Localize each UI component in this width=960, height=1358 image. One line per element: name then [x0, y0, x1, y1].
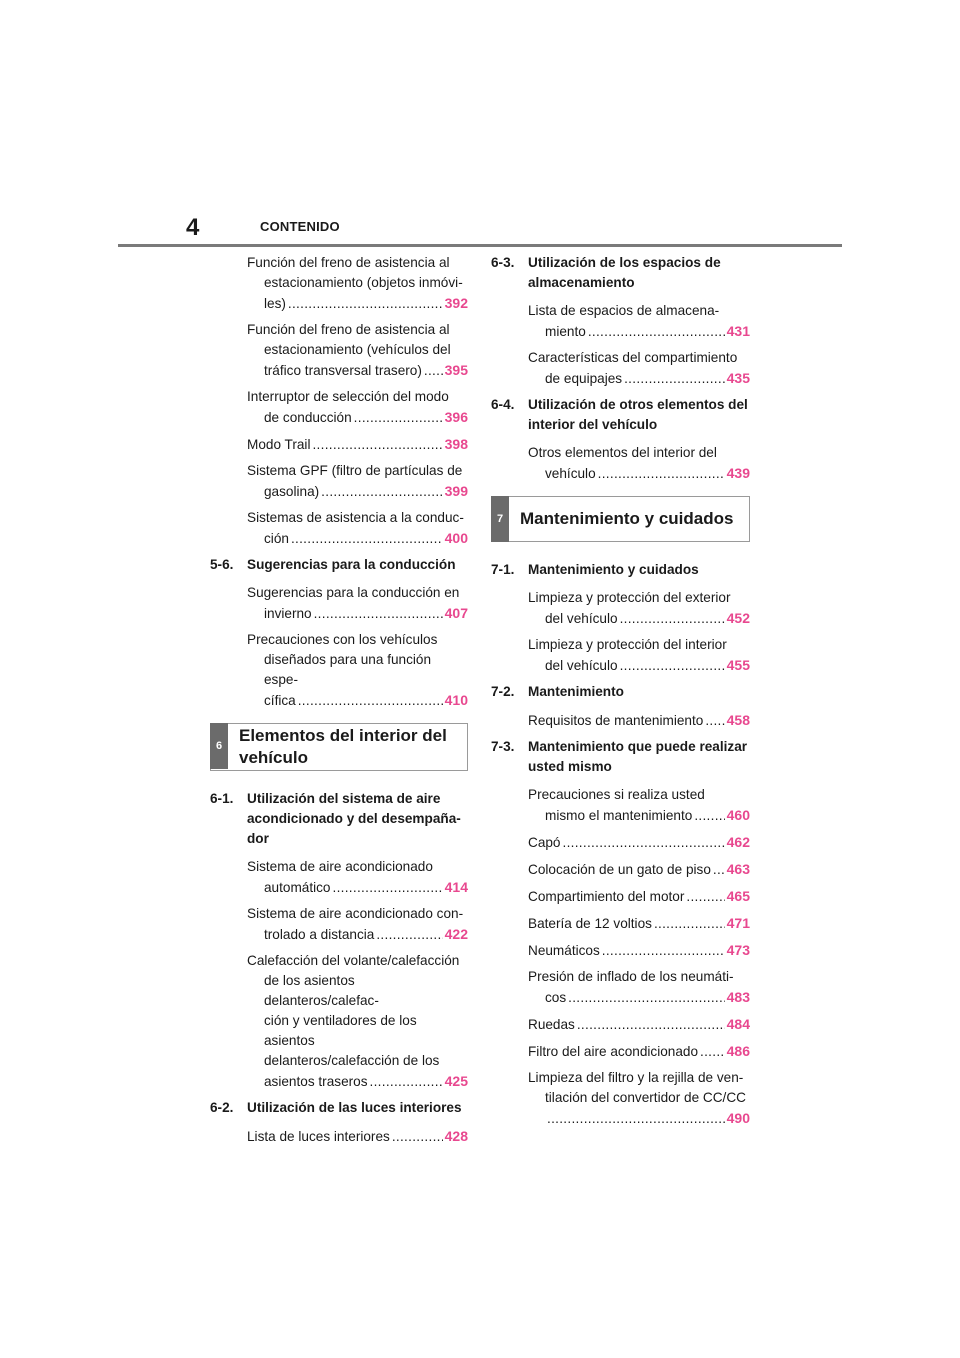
entry-last-line [528, 1041, 750, 1062]
entry-line: Función del freno de asistencia al [247, 322, 450, 337]
entry-line: de equipajes [545, 371, 623, 386]
toc-section-heading [491, 560, 750, 580]
entry-line: Capó [528, 835, 561, 850]
entry-line: estacionamiento (objetos inmóvi- [264, 275, 463, 290]
section-title-line: almacenamiento [528, 275, 635, 290]
dot-leader [620, 609, 725, 629]
entry-last-line [247, 407, 468, 428]
chapter-title-line: Mantenimiento y cuidados [520, 509, 734, 528]
dot-leader [376, 925, 442, 945]
entry-line: de conducción [264, 410, 352, 425]
page-ref-link[interactable]: 400 [444, 530, 468, 546]
chapter-title [239, 725, 447, 769]
entry-line: del vehículo [545, 658, 618, 673]
page-ref-link[interactable]: 483 [726, 989, 750, 1005]
section-title-line: Sugerencias para la conducción [247, 557, 456, 572]
entry-line: asientos traseros [264, 1074, 368, 1089]
entry-last-line [528, 321, 750, 342]
toc-entry[interactable] [491, 913, 750, 934]
section-title-line: Utilización de los espacios de [528, 255, 721, 270]
entry-line: Ruedas [528, 1017, 575, 1032]
section-title-line: Utilización de otros elementos del [528, 397, 748, 412]
toc-entry[interactable] [210, 461, 468, 502]
toc-entry[interactable] [210, 630, 468, 711]
toc-section-heading [491, 253, 750, 293]
section-title-line: Mantenimiento y cuidados [528, 562, 699, 577]
entry-last-line [528, 940, 750, 961]
entry-last-line [247, 924, 468, 945]
page-ref-link[interactable]: 490 [726, 1110, 750, 1126]
entry-last-line [528, 832, 750, 853]
entry-last-line [528, 1108, 750, 1129]
entry-last-line [247, 481, 468, 502]
toc-entry[interactable] [210, 951, 468, 1092]
page-ref-link[interactable]: 462 [726, 834, 750, 850]
section-number: 7-3. [491, 739, 515, 754]
page-ref-link[interactable]: 431 [726, 323, 750, 339]
section-number: 7-2. [491, 684, 515, 699]
entry-last-line [528, 859, 750, 880]
entry-line: Limpieza y protección del interior [528, 637, 727, 652]
section-number: 6-3. [491, 255, 515, 270]
entry-line: Filtro del aire acondicionado [528, 1044, 699, 1059]
entry-line: Lista de luces interiores [247, 1129, 390, 1144]
toc-entry[interactable] [491, 348, 750, 389]
entry-line: Limpieza del filtro y la rejilla de ven- [528, 1070, 744, 1085]
entry-line: de los asientos delanteros/calefac- [264, 973, 379, 1008]
toc-section-heading [210, 555, 468, 575]
page-ref-link[interactable]: 396 [444, 409, 468, 425]
chapter-box [210, 723, 468, 771]
page-ref-link[interactable]: 399 [444, 483, 468, 499]
page-ref-link[interactable]: 414 [444, 879, 468, 895]
page-ref-link[interactable]: 422 [444, 926, 468, 942]
entry-line: Sistema GPF (filtro de partículas de [247, 463, 463, 478]
entry-line: Precauciones si realiza usted [528, 787, 705, 802]
entry-last-line [528, 1014, 750, 1035]
entry-line: Sugerencias para la conducción en [247, 585, 460, 600]
entry-line: Limpieza y protección del exterior [528, 590, 731, 605]
chapter-title [520, 508, 733, 530]
dot-leader [588, 322, 725, 342]
toc-entry[interactable] [491, 710, 750, 731]
section-title-line: acondicionado y del desempaña- [247, 811, 461, 826]
dot-leader [392, 1127, 443, 1147]
toc-entry[interactable] [210, 253, 468, 314]
toc-section-heading [491, 737, 750, 777]
chapter-title-line: Elementos del interior del [239, 726, 447, 745]
entry-last-line [247, 528, 468, 549]
entry-last-line [247, 360, 468, 381]
page-ref-link[interactable]: 392 [444, 295, 468, 311]
dot-leader [598, 464, 725, 484]
entry-last-line [247, 1071, 468, 1092]
page-ref-link[interactable]: 458 [726, 712, 750, 728]
toc-entry[interactable] [210, 508, 468, 549]
dot-leader [620, 656, 725, 676]
dot-leader [563, 833, 725, 853]
page-ref-link[interactable]: 465 [726, 888, 750, 904]
toc-entry[interactable] [210, 320, 468, 381]
toc-right-column [491, 253, 750, 1135]
entry-line: Neumáticos [528, 943, 600, 958]
dot-leader [654, 914, 725, 934]
section-title-line: dor [247, 831, 269, 846]
toc-entry[interactable] [491, 785, 750, 826]
toc-entry[interactable] [491, 1014, 750, 1035]
dot-leader [602, 941, 725, 961]
page-ref-link[interactable]: 463 [726, 861, 750, 877]
entry-last-line [528, 987, 750, 1008]
page-ref-link[interactable]: 398 [444, 436, 468, 452]
page-ref-link[interactable]: 439 [726, 465, 750, 481]
section-number: 7-1. [491, 562, 515, 577]
toc-section-heading [210, 789, 468, 849]
page-ref-link[interactable]: 410 [444, 692, 468, 708]
dot-leader [577, 1015, 725, 1035]
toc-entry[interactable] [210, 434, 468, 455]
dot-leader [291, 529, 443, 549]
entry-line: Presión de inflado de los neumáti- [528, 969, 734, 984]
dot-leader [370, 1072, 443, 1092]
entry-last-line [528, 886, 750, 907]
entry-line: les) [264, 296, 286, 311]
toc-entry[interactable] [491, 1068, 750, 1129]
toc-entry[interactable] [491, 940, 750, 961]
entry-line: delanteros/calefacción de los [264, 1053, 440, 1068]
entry-line: Características del compartimiento [528, 350, 738, 365]
dot-leader [686, 887, 724, 907]
toc-entry[interactable] [491, 443, 750, 484]
page-ref-link[interactable]: 460 [726, 807, 750, 823]
entry-last-line [247, 293, 468, 314]
toc-entry[interactable] [210, 387, 468, 428]
entry-line: Colocación de un gato de piso [528, 862, 711, 877]
dot-leader [705, 711, 724, 731]
dot-leader [312, 435, 442, 455]
entry-line: Precauciones con los vehículos [247, 632, 438, 647]
toc-entry[interactable] [491, 886, 750, 907]
entry-last-line [528, 710, 750, 731]
section-number: 5-6. [210, 557, 234, 572]
entry-last-line [528, 655, 750, 676]
toc-entry[interactable] [210, 857, 468, 898]
entry-line: Batería de 12 voltios [528, 916, 652, 931]
dot-leader [694, 806, 724, 826]
toc-section-heading [491, 395, 750, 435]
entry-line: Compartimiento del motor [528, 889, 685, 904]
chapter-tab: 7 [491, 496, 509, 542]
dot-leader [321, 482, 442, 502]
entry-line: del vehículo [545, 611, 618, 626]
dot-leader [713, 860, 725, 880]
entry-line: Sistema de aire acondicionado [247, 859, 433, 874]
page-ref-link[interactable]: 455 [726, 657, 750, 673]
section-number: 6-4. [491, 397, 515, 412]
page-ref-link[interactable]: 484 [726, 1016, 750, 1032]
toc-entry[interactable] [210, 583, 468, 624]
dot-leader [314, 604, 443, 624]
entry-line: Calefacción del volante/calefacción [247, 953, 460, 968]
section-title-line: Mantenimiento [528, 684, 624, 699]
page-ref-link[interactable]: 473 [726, 942, 750, 958]
dot-leader [424, 361, 443, 381]
entry-line: Función del freno de asistencia al [247, 255, 450, 270]
page-number: 4 [186, 214, 200, 241]
entry-last-line [247, 690, 468, 711]
entry-last-line [247, 1126, 468, 1147]
dot-leader [298, 691, 443, 711]
page-ref-link[interactable]: 425 [444, 1073, 468, 1089]
page-ref-link[interactable]: 452 [726, 610, 750, 626]
toc-entry[interactable] [491, 588, 750, 629]
entry-last-line [528, 913, 750, 934]
entry-line: automático [264, 880, 331, 895]
entry-line: trolado a distancia [264, 927, 375, 942]
entry-line: Interruptor de selección del modo [247, 389, 449, 404]
entry-last-line [528, 368, 750, 389]
entry-last-line [528, 805, 750, 826]
entry-line: Requisitos de mantenimiento [528, 713, 704, 728]
section-title-line: Utilización del sistema de aire [247, 791, 441, 806]
section-number: 6-2. [210, 1100, 234, 1115]
entry-line: gasolina) [264, 484, 320, 499]
entry-line: Otros elementos del interior del [528, 445, 717, 460]
entry-line: vehículo [545, 466, 596, 481]
toc-entry[interactable] [491, 967, 750, 1008]
dot-leader [700, 1042, 725, 1062]
page-ref-link[interactable]: 395 [444, 362, 468, 378]
dot-leader [568, 988, 724, 1008]
entry-last-line [247, 434, 468, 455]
entry-line: cos [545, 990, 567, 1005]
entry-line: estacionamiento (vehículos del [264, 342, 451, 357]
entry-line: Lista de espacios de almacena- [528, 303, 720, 318]
entry-last-line [247, 877, 468, 898]
section-title-line: Mantenimiento que puede realizar [528, 739, 748, 754]
section-title-line: usted mismo [528, 759, 612, 774]
section-number: 6-1. [210, 791, 234, 806]
page-ref-link[interactable]: 428 [444, 1128, 468, 1144]
dot-leader [624, 369, 725, 389]
toc-entry[interactable] [210, 1126, 468, 1147]
entry-last-line [528, 608, 750, 629]
entry-line: tilación del convertidor de CC/CC [545, 1090, 746, 1105]
page-ref-link[interactable]: 407 [444, 605, 468, 621]
dot-leader [288, 294, 443, 314]
entry-line: cífica [264, 693, 296, 708]
entry-line: Sistemas de asistencia a la conduc- [247, 510, 464, 525]
page-ref-link[interactable]: 471 [726, 915, 750, 931]
entry-line: ción [264, 531, 289, 546]
entry-line: invierno [264, 606, 312, 621]
toc-left-column [210, 253, 468, 1153]
section-title-line: Utilización de las luces interiores [247, 1100, 462, 1115]
entry-line: mismo el mantenimiento [545, 808, 693, 823]
chapter-tab: 6 [210, 723, 228, 769]
page-ref-link[interactable]: 486 [726, 1043, 750, 1059]
entry-line: miento [545, 324, 586, 339]
header-title: CONTENIDO [260, 219, 340, 234]
toc-entry[interactable] [491, 1041, 750, 1062]
header-rule [118, 244, 842, 247]
section-title-line: interior del vehículo [528, 417, 658, 432]
toc-section-heading [210, 1098, 468, 1118]
chapter-title-line: vehículo [239, 748, 308, 767]
entry-line: diseñados para una función espe- [264, 652, 432, 687]
dot-leader [333, 878, 443, 898]
entry-last-line [528, 463, 750, 484]
toc-entry[interactable] [491, 859, 750, 880]
entry-last-line [247, 603, 468, 624]
toc-entry[interactable] [491, 301, 750, 342]
entry-line: Modo Trail [247, 437, 311, 452]
page-ref-link[interactable]: 435 [726, 370, 750, 386]
entry-line: Sistema de aire acondicionado con- [247, 906, 464, 921]
toc-entry[interactable] [491, 635, 750, 676]
dot-leader [547, 1109, 725, 1129]
toc-section-heading [491, 682, 750, 702]
dot-leader [354, 408, 443, 428]
toc-entry[interactable] [491, 832, 750, 853]
entry-line: tráfico transversal trasero) [264, 363, 422, 378]
entry-line: ción y ventiladores de los asientos [264, 1013, 417, 1048]
toc-entry[interactable] [210, 904, 468, 945]
chapter-box [491, 496, 750, 542]
